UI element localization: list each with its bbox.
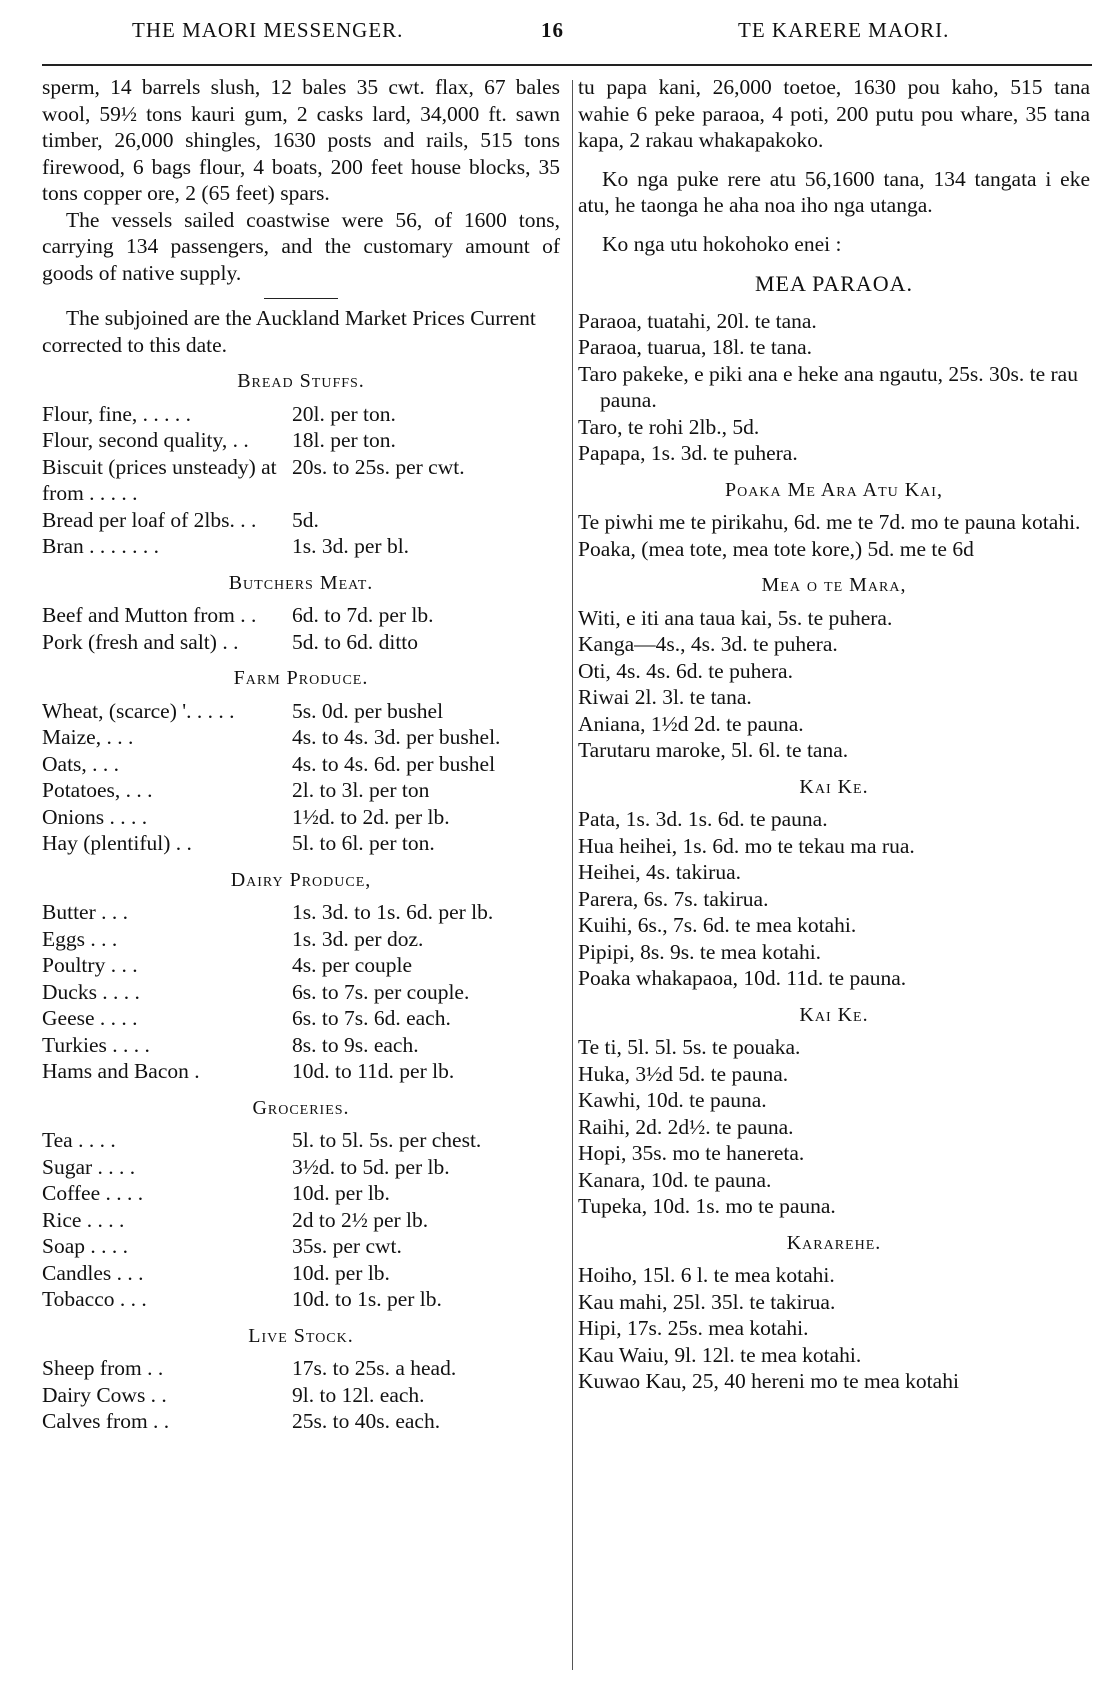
- english-column: [42, 74, 560, 1435]
- price-row: [42, 724, 560, 751]
- price-row: [42, 1260, 560, 1287]
- price-section-title: Groceries.: [252, 1096, 350, 1119]
- price-section-title: Live Stock.: [248, 1324, 354, 1347]
- price-item: Onions . . . .: [42, 804, 148, 829]
- price-row: [42, 507, 560, 534]
- price-item: Candles . . .: [42, 1260, 144, 1285]
- price-item-maori: Kanga—4s., 4s. 3d. te puhera.: [578, 632, 838, 656]
- price-item-maori: Raihi, 2d. 2d½. te pauna.: [578, 1114, 794, 1139]
- price-item: Bran . . . . . . .: [42, 534, 160, 558]
- price-value: 35s. per cwt.: [292, 1234, 402, 1258]
- price-row: [42, 1005, 560, 1032]
- price-item: Coffee . . . .: [42, 1181, 144, 1205]
- vessels-paragraph: The vessels sailed coastwise were 56, of 1600 tons, carrying 134 passengers, and the customary amount of goods of native supply.: [42, 207, 560, 285]
- price-item: Oats, . . .: [42, 751, 120, 776]
- price-item-maori: Heihei, 4s. takirua.: [578, 860, 741, 884]
- price-row: [42, 1154, 560, 1181]
- price-value: 4s. to 4s. 3d. per bushel.: [292, 725, 501, 749]
- price-item-maori: Taro, te rohi 2lb., 5d.: [578, 414, 760, 439]
- maori-column: [578, 74, 1090, 1395]
- price-value: 9l. to 12l. each.: [292, 1382, 425, 1407]
- price-item-maori: Te piwhi me te pirikahu, 6d. me te 7d. mo te pauna kotahi.: [578, 510, 1081, 534]
- shipping-paragraph-maori: tu papa kani, 26,000 toetoe, 1630 pou kaho, 515 tana wahie 6 peke paraoa, 4 poti, 200 putu pou whare, 35 tana kapa, 2 rakau whakapakoko.: [578, 75, 1090, 152]
- price-item-maori: Poaka, (mea tote, mea tote kore,) 5d. me te 6d: [578, 536, 974, 561]
- price-row: [42, 979, 560, 1006]
- price-section-title: Farm Produce.: [233, 667, 369, 689]
- market-intro: The subjoined are the Auckland Market Prices Current corrected to this date.: [42, 306, 536, 357]
- price-value: 17s. to 25s. a head.: [292, 1356, 457, 1380]
- price-item: Calves from . .: [42, 1409, 170, 1433]
- price-value: 10d. to 1s. per lb.: [292, 1287, 442, 1311]
- price-value: 4s. to 4s. 6d. per bushel: [292, 751, 496, 776]
- price-value: 25s. to 40s. each.: [292, 1409, 441, 1433]
- price-row: [42, 401, 560, 428]
- price-item-maori: Paraoa, tuatahi, 20l. te tana.: [578, 308, 817, 333]
- price-item-maori: Papapa, 1s. 3d. te puhera.: [578, 441, 798, 465]
- page-number: 16: [541, 18, 564, 42]
- price-value: 6d. to 7d. per lb.: [292, 603, 434, 627]
- price-item-maori: Hua heihei, 1s. 6d. mo te tekau ma rua.: [578, 833, 915, 858]
- price-item-maori: Huka, 3½d 5d. te pauna.: [578, 1061, 789, 1086]
- price-section-title-maori: Mea o te Mara,: [761, 574, 907, 596]
- price-item: Wheat, (scarce) '. . . . .: [42, 698, 235, 723]
- price-item-maori: Poaka whakapaoa, 10d. 11d. te pauna.: [578, 966, 907, 990]
- price-section-title: Dairy Produce,: [230, 868, 372, 891]
- price-item: Biscuit (prices unsteady) at from . . . . .: [42, 454, 277, 505]
- price-section-title: Butchers Meat.: [228, 571, 374, 594]
- price-value: 1½d. to 2d. per lb.: [292, 804, 450, 829]
- price-row: [42, 427, 560, 454]
- price-section-title: Bread Stuffs.: [237, 370, 365, 392]
- price-value: 20s. to 25s. per cwt.: [292, 454, 465, 479]
- price-value: 1s. 3d. per bl.: [292, 534, 410, 558]
- price-value: 4s. per couple: [292, 953, 413, 977]
- price-value: 20l. per ton.: [292, 401, 396, 426]
- price-section-title-maori: MEA PARAOA.: [754, 271, 914, 296]
- price-section-title-maori: Kai Ke.: [799, 1003, 869, 1026]
- price-item-maori: Te ti, 5l. 5l. 5s. te pouaka.: [578, 1035, 801, 1059]
- price-row: [42, 629, 560, 656]
- price-item: Rice . . . .: [42, 1207, 125, 1232]
- price-value: 3½d. to 5d. per lb.: [292, 1154, 450, 1179]
- price-value: 5d. to 6d. ditto: [292, 629, 419, 654]
- price-row: [42, 777, 560, 804]
- price-value: 2l. to 3l. per ton: [292, 778, 430, 802]
- price-value: 6s. to 7s. 6d. each.: [292, 1006, 451, 1030]
- price-item: Geese . . . .: [42, 1006, 138, 1030]
- price-item-maori: Pipipi, 8s. 9s. te mea kotahi.: [578, 939, 822, 964]
- price-item: Eggs . . .: [42, 926, 118, 951]
- header-rule: [42, 64, 1092, 66]
- price-item: Ducks . . . .: [42, 979, 140, 1004]
- price-row: [42, 751, 560, 778]
- section-rule: [264, 298, 338, 299]
- price-row: [42, 1286, 560, 1313]
- price-item-maori: Hopi, 35s. mo te hanereta.: [578, 1141, 805, 1165]
- price-item-maori: Hoiho, 15l. 6 l. te mea kotahi.: [578, 1263, 835, 1287]
- price-row: [42, 1408, 560, 1435]
- price-item: Flour, second quality, . .: [42, 428, 249, 452]
- price-value: 5l. to 6l. per ton.: [292, 831, 435, 855]
- price-item-maori: Oti, 4s. 4s. 6d. te puhera.: [578, 658, 793, 683]
- price-item-maori: Parera, 6s. 7s. takirua.: [578, 886, 769, 911]
- price-row: [42, 1382, 560, 1409]
- price-row: [42, 830, 560, 857]
- price-item: Pork (fresh and salt) . .: [42, 629, 239, 654]
- price-item: Tea . . . .: [42, 1128, 116, 1152]
- price-item-maori: Pata, 1s. 3d. 1s. 6d. te pauna.: [578, 807, 828, 831]
- price-value: 18l. per ton.: [292, 428, 396, 452]
- shipping-paragraph: sperm, 14 barrels slush, 12 bales 35 cwt. flax, 67 bales wool, 59½ tons kauri gum, 2 casks lard, 34,000 ft. sawn timber, 26,000 shingles, 1630 posts and rails, 515 tons firewood, 6 bags flour, 4 boats, 200 feet house blocks, 35 tons copper ore, 2 (65 feet) spars.: [42, 75, 560, 205]
- price-row: [42, 533, 560, 560]
- price-item-maori: Paraoa, tuarua, 18l. te tana.: [578, 335, 813, 359]
- price-value: 8s. to 9s. each.: [292, 1032, 419, 1057]
- price-row: [42, 926, 560, 953]
- price-value: 5d.: [292, 507, 319, 532]
- price-row: [42, 698, 560, 725]
- price-section-title-maori: Kararehe.: [786, 1231, 882, 1254]
- price-row: [42, 1355, 560, 1382]
- price-section-title-maori: Poaka Me Ara Atu Kai,: [725, 478, 943, 501]
- price-item-maori: Kau mahi, 25l. 35l. te takirua.: [578, 1289, 836, 1314]
- price-item-maori: Tarutaru maroke, 5l. 6l. te tana.: [578, 738, 849, 762]
- vessels-paragraph-maori: Ko nga puke rere atu 56,1600 tana, 134 tangata i eke atu, he taonga he aha noa iho nga utanga.: [578, 166, 1090, 217]
- column-divider: [572, 80, 573, 1670]
- price-row: [42, 804, 560, 831]
- price-item: Maize, . . .: [42, 725, 134, 749]
- price-item: Potatoes, . . .: [42, 778, 153, 802]
- price-item: Beef and Mutton from . .: [42, 603, 257, 627]
- price-row: [42, 1127, 560, 1154]
- price-value: 1s. 3d. per doz.: [292, 926, 424, 951]
- price-item-maori: Kuwao Kau, 25, 40 hereni mo te mea kotahi: [578, 1369, 959, 1393]
- price-item-maori: Aniana, 1½d 2d. te pauna.: [578, 711, 804, 736]
- price-item: Hams and Bacon .: [42, 1059, 200, 1083]
- price-item: Flour, fine, . . . . .: [42, 401, 192, 426]
- price-section-title-maori: Kai Ke.: [799, 775, 869, 798]
- price-item: Sugar . . . .: [42, 1154, 136, 1179]
- price-item: Poultry . . .: [42, 953, 138, 977]
- price-item: Bread per loaf of 2lbs. . .: [42, 507, 257, 532]
- price-item: Hay (plentiful) . .: [42, 831, 192, 855]
- price-value: 2d to 2½ per lb.: [292, 1207, 429, 1232]
- price-row: [42, 602, 560, 629]
- price-item-maori: Taro pakeke, e piki ana e heke ana ngautu, 25s. 30s. te rau pauna.: [578, 361, 1078, 412]
- price-row: [42, 952, 560, 979]
- price-item: Butter . . .: [42, 900, 128, 924]
- price-item-maori: Kuihi, 6s., 7s. 6d. te mea kotahi.: [578, 913, 857, 937]
- price-row: [42, 1180, 560, 1207]
- price-item-maori: Riwai 2l. 3l. te tana.: [578, 685, 752, 709]
- price-row: [42, 1058, 560, 1085]
- price-row: [42, 1207, 560, 1234]
- price-item-maori: Tupeka, 10d. 1s. mo te pauna.: [578, 1194, 836, 1218]
- price-value: 10d. to 11d. per lb.: [292, 1059, 455, 1083]
- price-item: Sheep from . .: [42, 1356, 164, 1380]
- header-title-english: THE MAORI MESSENGER.: [132, 18, 404, 42]
- price-value: 1s. 3d. to 1s. 6d. per lb.: [292, 900, 494, 924]
- price-item-maori: Hipi, 17s. 25s. mea kotahi.: [578, 1316, 809, 1340]
- price-value: 6s. to 7s. per couple.: [292, 979, 470, 1004]
- price-item: Soap . . . .: [42, 1234, 128, 1258]
- price-item: Tobacco . . .: [42, 1287, 147, 1311]
- price-row: [42, 899, 560, 926]
- price-row: [42, 454, 560, 507]
- price-value: 10d. per lb.: [292, 1260, 390, 1285]
- price-value: 10d. per lb.: [292, 1181, 390, 1205]
- market-intro-maori: Ko nga utu hokohoko enei :: [602, 231, 842, 256]
- price-item-maori: Witi, e iti ana taua kai, 5s. te puhera.: [578, 605, 893, 630]
- price-item: Dairy Cows . .: [42, 1382, 167, 1407]
- price-value: 5l. to 5l. 5s. per chest.: [292, 1128, 482, 1152]
- price-sections-maori: [578, 271, 1090, 1395]
- price-row: [42, 1233, 560, 1260]
- price-row: [42, 1032, 560, 1059]
- price-item-maori: Kanara, 10d. te pauna.: [578, 1167, 772, 1192]
- price-sections: [42, 368, 560, 1435]
- price-item: Turkies . . . .: [42, 1032, 150, 1057]
- header-title-maori: TE KARERE MAORI.: [738, 18, 950, 42]
- price-item-maori: Kawhi, 10d. te pauna.: [578, 1088, 767, 1112]
- price-item-maori: Kau Waiu, 9l. 12l. te mea kotahi.: [578, 1342, 862, 1367]
- price-value: 5s. 0d. per bushel: [292, 698, 444, 723]
